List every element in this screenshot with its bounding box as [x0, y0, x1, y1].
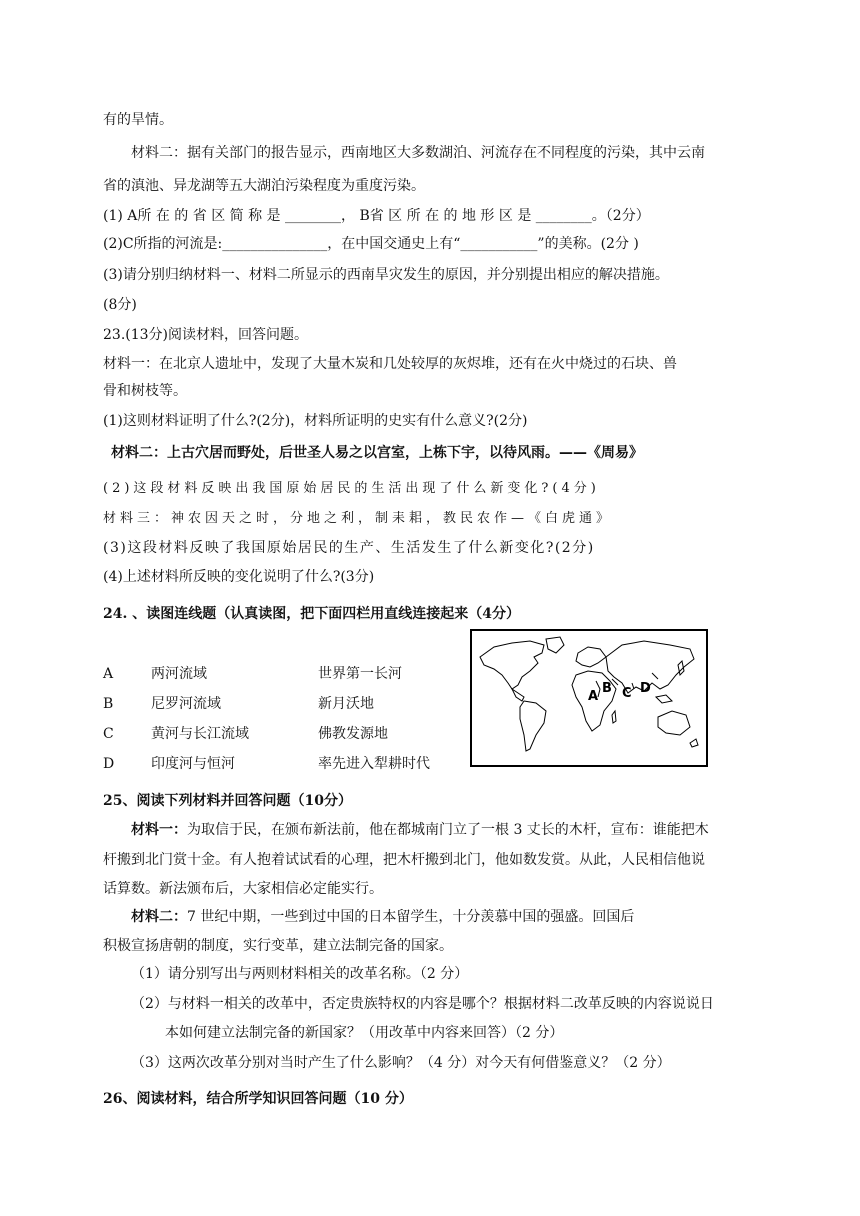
question-22-3: (3)请分别归纳材料一、材料二所显示的西南旱灾发生的原因，并分别提出相应的解决措施。 [103, 267, 669, 283]
region-name: 黄河与长江流域 [151, 726, 249, 742]
material-text: 为取信于民，在颁布新法前，他在都城南门立了一根 3 丈长的木杆，宣布：谁能把木 [187, 822, 709, 838]
feature-name: 佛教发源地 [318, 726, 388, 742]
text-line: 省的滇池、异龙湖等五大湖泊污染程度为重度污染。 [103, 178, 425, 194]
question-25-1: （1）请分别写出与两则材料相关的改革名称。（2 分） [131, 966, 469, 982]
row-letter: C [103, 726, 114, 742]
map-label-a: A [588, 689, 599, 704]
text-line: 本如何建立法制完备的新国家？（用改革中内容来回答）（2 分） [165, 1025, 564, 1041]
region-name: 两河流域 [151, 666, 207, 682]
question-23-4: (4)上述材料所反映的变化说明了什么?(3分) [103, 569, 375, 585]
row-letter: A [103, 666, 114, 682]
question-23-1: (1)这则材料证明了什么?(2分)，材料所证明的史实有什么意义?(2分) [103, 413, 528, 429]
world-map-outline [472, 631, 706, 765]
map-label-c: C [622, 686, 632, 701]
question-26-title: 26、阅读材料，结合所学知识回答问题（10 分） [103, 1091, 413, 1107]
question-23-2: (2)这段材料反映出我国原始居民的生活出现了什么新变化?(4分) [103, 481, 600, 496]
question-23-3: (3)这段材料反映了我国原始居民的生产、生活发生了什么新变化?(2分) [103, 540, 595, 556]
material-2-line: 材料二：据有关部门的报告显示，西南地区大多数湖泊、河流存在不同程度的污染，其中云南 [131, 145, 705, 161]
region-name: 尼罗河流域 [151, 696, 221, 712]
material-2-line [131, 907, 634, 927]
feature-name: 新月沃地 [318, 696, 374, 712]
row-letter: B [103, 696, 114, 712]
feature-name: 率先进入犁耕时代 [318, 756, 430, 772]
material-text: 7 世纪中期，一些到过中国的日本留学生，十分羡慕中国的强盛。回国后 [187, 909, 635, 925]
map-label-d: D [640, 681, 651, 696]
question-25-3: （3）这两次改革分别对当时产生了什么影响？（4 分）对今天有何借鉴意义？（2 分） [131, 1055, 671, 1071]
question-22-2: (2)C所指的河流是:_______________，在中国交通史上有“___________”的美称。(2分 ) [103, 236, 639, 252]
material-label: 材料一： [131, 822, 187, 838]
feature-name: 世界第一长河 [318, 666, 402, 682]
text-line: 骨和树枝等。 [103, 383, 187, 399]
row-letter: D [103, 756, 115, 772]
question-25-title: 25、阅读下列材料并回答问题（10分） [103, 793, 352, 809]
question-22-3-score: (8分) [103, 297, 137, 313]
material-1-line [131, 820, 709, 840]
region-name: 印度河与恒河 [151, 756, 235, 772]
material-3-line: 材料三：神农因天之时，分地之利，制耒耜，教民农作—《白虎通》 [103, 511, 614, 526]
question-22-1: (1) A所 在 的 省 区 简 称 是 ________， B省 区 所 在 的 地 形 区 是 ________。（2分） [103, 208, 650, 224]
question-23-title: 23.(13分)阅读材料，回答问题。 [103, 327, 309, 343]
question-24-title: 24. 、读图连线题（认真读图，把下面四栏用直线连接起来（4分） [103, 606, 520, 622]
material-1-line: 材料一：在北京人遗址中，发现了大量木炭和几处较厚的灰烬堆，还有在火中烧过的石块、兽 [103, 356, 677, 372]
text-line: 有的旱情。 [103, 112, 173, 128]
map-label-b: B [602, 681, 612, 696]
material-label: 材料二： [131, 909, 187, 925]
material-2-quote: 材料二：上古穴居而野处，后世圣人易之以宫室，上栋下宇，以待风雨。——《周易》 [111, 445, 643, 461]
text-line: 积极宣扬唐朝的制度，实行变革，建立法制完备的国家。 [103, 938, 453, 954]
question-25-2: （2）与材料一相关的改革中，否定贵族特权的内容是哪个？根据材料二改革反映的内容说说日 [131, 996, 714, 1012]
text-line: 杆搬到北门赏十金。有人抱着试试看的心理，把木杆搬到北门，他如数发赏。从此，人民相信他说 [103, 852, 705, 868]
world-map-figure [470, 629, 708, 767]
text-line: 话算数。新法颁布后，大家相信必定能实行。 [103, 881, 383, 897]
